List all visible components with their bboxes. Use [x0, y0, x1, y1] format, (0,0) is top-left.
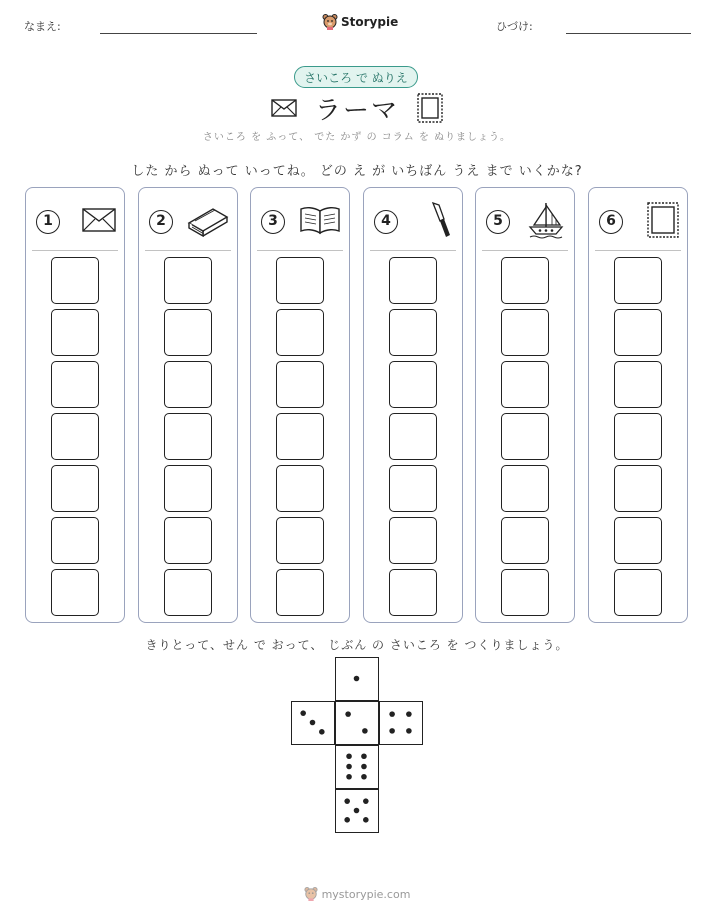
- column-header: [261, 204, 341, 240]
- column-header: [149, 204, 229, 240]
- footer-url: mystorypie.com: [321, 887, 411, 901]
- column-number: 1: [36, 210, 60, 234]
- coloring-cell[interactable]: [164, 465, 212, 512]
- coloring-cell[interactable]: [164, 413, 212, 460]
- column-5: [475, 187, 575, 623]
- coloring-cell[interactable]: [51, 569, 99, 616]
- envelope-icon: [271, 99, 297, 117]
- column-number: 2: [149, 210, 173, 234]
- coloring-cell[interactable]: [51, 257, 99, 304]
- coloring-cell[interactable]: [164, 569, 212, 616]
- coloring-cell[interactable]: [51, 361, 99, 408]
- column-header: [486, 204, 566, 240]
- coloring-cell[interactable]: [501, 517, 549, 564]
- column-divider: [482, 250, 568, 251]
- brand-name: Storypie: [341, 15, 399, 29]
- column-1: [25, 187, 125, 623]
- die-face-1: [335, 657, 379, 701]
- coloring-cell[interactable]: [614, 517, 662, 564]
- name-line: [100, 33, 257, 34]
- column-divider: [32, 250, 118, 251]
- coloring-cell[interactable]: [501, 413, 549, 460]
- coloring-cell[interactable]: [501, 257, 549, 304]
- coloring-cell[interactable]: [164, 517, 212, 564]
- envelope-icon: [82, 208, 116, 236]
- coloring-cell[interactable]: [614, 413, 662, 460]
- date-line: [566, 33, 691, 34]
- coloring-cell[interactable]: [51, 517, 99, 564]
- page-title: ラーマ: [314, 95, 399, 126]
- stamp-icon: [647, 202, 679, 242]
- brand-logo: [322, 13, 398, 31]
- coloring-cell[interactable]: [389, 257, 437, 304]
- column-4: [363, 187, 463, 623]
- fountain-pen-icon: [430, 201, 454, 243]
- stamp-icon: [417, 93, 443, 123]
- column-header: [599, 204, 679, 240]
- date-label: ひづけ:: [496, 20, 533, 33]
- instruction: した から ぬって いってね。 どの え が いちばん うえ まで いくかな?: [131, 164, 583, 179]
- name-label: なまえ:: [24, 20, 61, 33]
- column-2: [138, 187, 238, 623]
- coloring-cell[interactable]: [276, 465, 324, 512]
- coloring-cell[interactable]: [501, 309, 549, 356]
- coloring-cell[interactable]: [389, 569, 437, 616]
- column-number: 3: [261, 210, 285, 234]
- die-face-2: [335, 701, 379, 745]
- die-face-6: [335, 745, 379, 789]
- cut-instruction: きりとって、せん で おって、 じぶん の さいころ を つくりましょう。: [145, 638, 569, 652]
- coloring-cell[interactable]: [501, 361, 549, 408]
- coloring-cell[interactable]: [164, 257, 212, 304]
- coloring-cell[interactable]: [614, 569, 662, 616]
- coloring-cell[interactable]: [614, 361, 662, 408]
- coloring-cell[interactable]: [276, 309, 324, 356]
- coloring-cell[interactable]: [51, 309, 99, 356]
- sailboat-icon: [526, 201, 566, 243]
- column-3: [250, 187, 350, 623]
- coloring-cell[interactable]: [389, 309, 437, 356]
- coloring-cell[interactable]: [276, 413, 324, 460]
- coloring-cell[interactable]: [276, 517, 324, 564]
- coloring-cell[interactable]: [389, 413, 437, 460]
- footer: [0, 886, 714, 902]
- die-face-4: [379, 701, 423, 745]
- coloring-cell[interactable]: [389, 465, 437, 512]
- coloring-cell[interactable]: [164, 361, 212, 408]
- die-face-5: [335, 789, 379, 833]
- coloring-cell[interactable]: [51, 413, 99, 460]
- topic-tag: さいころ で ぬりえ: [294, 66, 418, 88]
- coloring-cell[interactable]: [614, 257, 662, 304]
- coloring-cell[interactable]: [389, 361, 437, 408]
- book-icon: [185, 203, 229, 241]
- coloring-cell[interactable]: [51, 465, 99, 512]
- coloring-cell[interactable]: [614, 309, 662, 356]
- coloring-cell[interactable]: [164, 309, 212, 356]
- column-6: [588, 187, 688, 623]
- bear-logo-icon: [322, 13, 338, 31]
- coloring-cell[interactable]: [276, 257, 324, 304]
- column-number: 5: [486, 210, 510, 234]
- coloring-cell[interactable]: [276, 361, 324, 408]
- column-header: [374, 204, 454, 240]
- column-header: [36, 204, 116, 240]
- title-row: [0, 88, 714, 128]
- coloring-cell[interactable]: [501, 569, 549, 616]
- column-divider: [595, 250, 681, 251]
- subtitle: さいころ を ふって、 でた かず の コラム を ぬりましょう。: [202, 132, 512, 143]
- coloring-cell[interactable]: [276, 569, 324, 616]
- die-face-3: [291, 701, 335, 745]
- column-divider: [257, 250, 343, 251]
- open-book-icon: [299, 205, 341, 239]
- column-number: 6: [599, 210, 623, 234]
- coloring-cell[interactable]: [501, 465, 549, 512]
- column-number: 4: [374, 210, 398, 234]
- coloring-cell[interactable]: [614, 465, 662, 512]
- column-divider: [145, 250, 231, 251]
- bear-logo-icon: [304, 886, 318, 902]
- column-divider: [370, 250, 456, 251]
- coloring-cell[interactable]: [389, 517, 437, 564]
